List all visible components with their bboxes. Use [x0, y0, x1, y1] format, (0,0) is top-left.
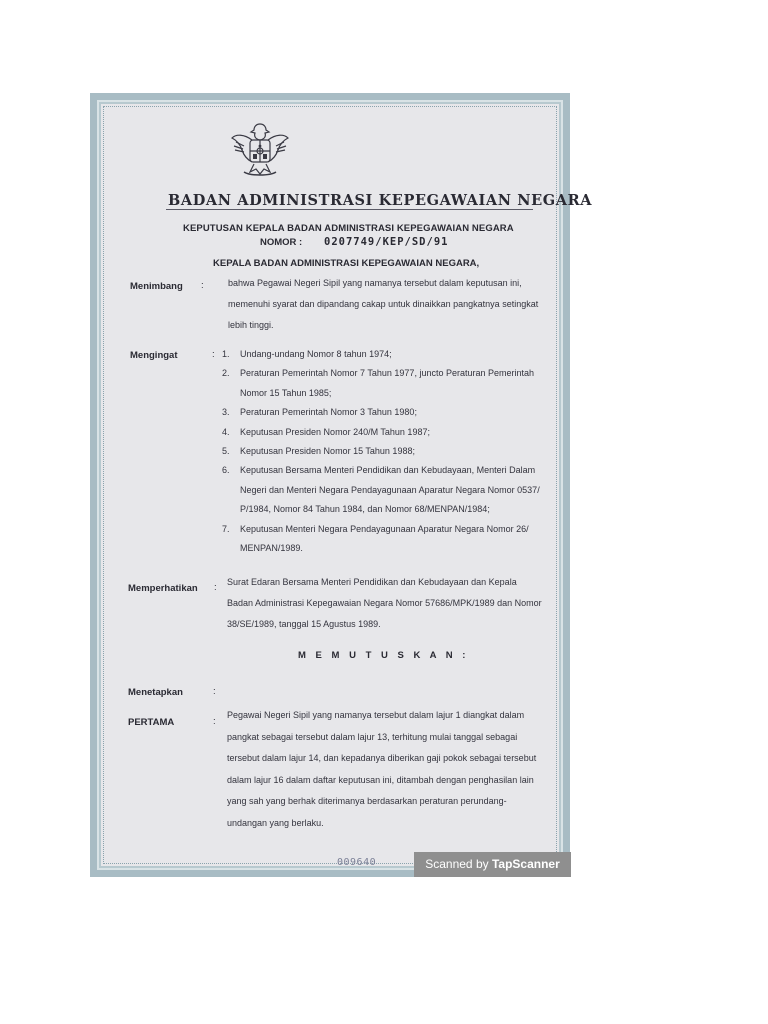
mengingat-label: Mengingat	[130, 350, 178, 361]
list-item-text: MENPAN/1989.	[240, 543, 303, 554]
list-item-number: 3.	[222, 407, 230, 418]
list-item	[222, 345, 570, 364]
list-item-text: Keputusan Presiden Nomor 240/M Tahun 1987;	[240, 426, 430, 437]
menimbang-line: bahwa Pegawai Negeri Sipil yang namanya tersebut dalam keputusan ini,	[228, 278, 522, 288]
list-item	[222, 520, 570, 559]
list-item-text: Peraturan Pemerintah Nomor 7 Tahun 1977, juncto Peraturan Pemerintah	[240, 368, 535, 379]
menimbang-colon: :	[201, 280, 204, 291]
list-item-text: P/1984, Nomor 84 Tahun 1984, dan Nomor 68/MENPAN/1984;	[240, 504, 490, 515]
pertama-line: pangkat sebagai tersebut dalam lajur 13, terhitung mulai tanggal sebagai	[227, 731, 518, 742]
menetapkan-colon: :	[213, 686, 216, 697]
pertama-line: undangan yang berlaku.	[227, 817, 324, 828]
watermark-prefix: Scanned by	[425, 857, 492, 871]
memperhatikan-colon: :	[214, 582, 217, 593]
list-item-text: Nomor 15 Tahun 1985;	[240, 387, 332, 398]
mengingat-colon: :	[212, 349, 215, 360]
memperhatikan-label: Memperhatikan	[128, 583, 198, 594]
mengingat-list	[222, 345, 570, 558]
list-item-number: 7.	[222, 523, 230, 534]
nomor-value: 0207749/KEP/SD/91	[324, 236, 449, 248]
menimbang-text	[228, 273, 538, 336]
list-item	[222, 403, 570, 422]
list-item-text: Undang-undang Nomor 8 tahun 1974;	[240, 349, 392, 359]
list-item-number: 2.	[222, 368, 230, 379]
memperhatikan-line: Badan Administrasi Kepegawaian Negara Nomor 57686/MPK/1989 dan Nomor	[227, 598, 542, 608]
list-item-text: Negeri dan Menteri Negara Pendayagunaan Aparatur Negara Nomor 0537/	[240, 484, 540, 495]
list-item-text: Keputusan Menteri Negara Pendayagunaan Aparatur Negara Nomor 26/	[240, 523, 529, 534]
pertama-label: PERTAMA	[128, 717, 175, 728]
menetapkan-label: Menetapkan	[128, 687, 183, 698]
list-item-number: 4.	[222, 426, 230, 437]
document-title: BADAN ADMINISTRASI KEPEGAWAIAN NEGARA	[168, 192, 593, 209]
list-item-number: 1.	[222, 349, 230, 359]
memperhatikan-line: 38/SE/1989, tanggal 15 Agustus 1989.	[227, 619, 381, 629]
decree-heading: KEPUTUSAN KEPALA BADAN ADMINISTRASI KEPEGAWAIAN NEGARA	[183, 223, 514, 234]
pertama-line: dalam lajur 16 dalam daftar keputusan ini, ditambah dengan penghasilan lain	[227, 774, 534, 785]
issuer-heading: KEPALA BADAN ADMINISTRASI KEPEGAWAIAN NEGARA,	[213, 258, 480, 269]
pertama-line: tersebut dalam lajur 14, dan kepadanya diberikan gaji pokok sebagai tersebut	[227, 753, 537, 764]
scanner-watermark	[414, 852, 571, 877]
menimbang-line: memenuhi syarat dan dipandang cakap untuk dinaikkan pangkatnya setingkat	[228, 299, 539, 309]
memutuskan-heading: M E M U T U S K A N :	[298, 650, 469, 661]
list-item	[222, 423, 570, 442]
menimbang-label: Menimbang	[130, 281, 183, 292]
pertama-line: Pegawai Negeri Sipil yang namanya tersebut dalam lajur 1 diangkat dalam	[227, 710, 525, 720]
pertama-colon: :	[213, 716, 216, 727]
menimbang-line: lebih tinggi.	[228, 320, 274, 330]
memperhatikan-line: Surat Edaran Bersama Menteri Pendidikan dan Kebudayaan dan Kepala	[227, 577, 517, 587]
nomor-label: NOMOR :	[260, 237, 303, 248]
list-item-text: Keputusan Bersama Menteri Pendidikan dan Kebudayaan, Menteri Dalam	[240, 465, 536, 476]
list-item	[222, 442, 570, 461]
memperhatikan-text	[227, 572, 542, 635]
pertama-text	[227, 705, 536, 835]
serial-number: 009640	[337, 857, 377, 868]
list-item-number: 5.	[222, 446, 230, 457]
list-item-number: 6.	[222, 465, 230, 476]
list-item-text: Peraturan Pemerintah Nomor 3 Tahun 1980;	[240, 407, 417, 418]
garuda-emblem-icon	[230, 118, 290, 180]
watermark-brand: TapScanner	[491, 857, 560, 871]
list-item	[222, 461, 570, 519]
list-item	[222, 364, 570, 403]
pertama-line: yang sah yang berhak diterimanya berdasarkan peraturan perundang-	[227, 796, 507, 807]
list-item-text: Keputusan Presiden Nomor 15 Tahun 1988;	[240, 446, 415, 457]
title-underline	[166, 209, 533, 210]
